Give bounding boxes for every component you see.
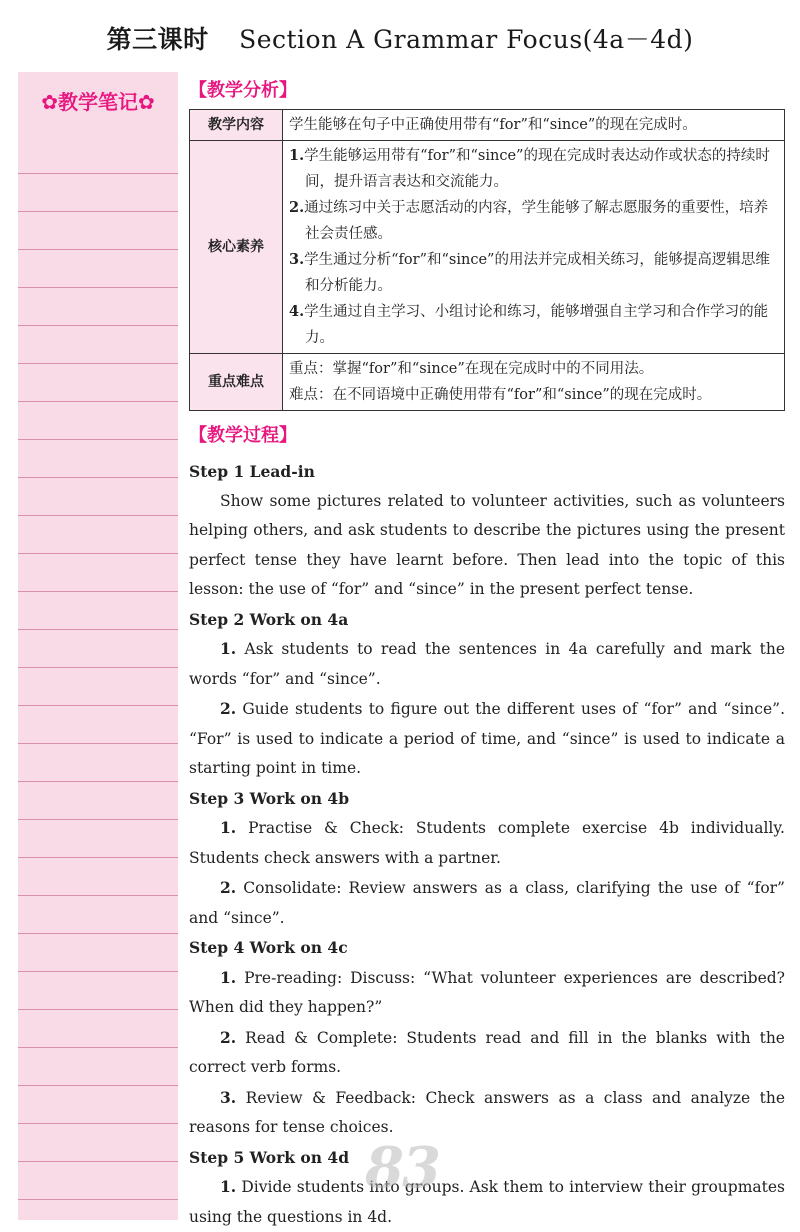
- item-number: 3.: [289, 251, 305, 268]
- page-header: [0, 20, 800, 56]
- key-points-key: 重点难点: [190, 354, 283, 411]
- table-row: [190, 110, 785, 141]
- table-row: [190, 354, 785, 411]
- item-number: 1.: [220, 1177, 237, 1196]
- item-number: 2.: [220, 878, 237, 897]
- notes-ruled-lines: [18, 136, 178, 1220]
- paragraph-text: Ask students to read the sentences in 4a carefully and mark the words “for” and “since”.: [189, 640, 785, 688]
- item-text: 学生通过自主学习、小组讨论和练习，能够增强自主学习和合作学习的能力。: [304, 304, 769, 346]
- step-heading: Step 5 Work on 4d: [189, 1147, 350, 1167]
- content-value: 学生能够在句子中正确使用带有“for”和“since”的现在完成时。: [283, 110, 785, 141]
- paragraph-text: Guide students to figure out the different uses of “for” and “since”. “For” is used to indicate a period of time, and “since” is used to indicate a starting point in time.: [189, 700, 785, 777]
- page-number: 83: [365, 1135, 439, 1201]
- item-number: 1.: [220, 639, 237, 658]
- core-items: [283, 141, 785, 354]
- step-heading: Step 1 Lead-in: [189, 462, 315, 481]
- paragraph: [189, 634, 785, 694]
- paragraph-text: Pre-reading: Discuss: “What volunteer experiences are described? When did they happen?”: [189, 968, 785, 1016]
- paragraph-text: Practise & Check: Students complete exercise 4b individually. Students check answers with a partner.: [189, 819, 785, 867]
- list-item: [289, 195, 778, 247]
- paragraph-text: Read & Complete: Students read and fill in the blanks with the correct verb forms.: [189, 1028, 785, 1076]
- item-number: 2.: [220, 699, 237, 718]
- item-text: 通过练习中关于志愿活动的内容，学生能够了解志愿服务的重要性，培养社会责任感。: [304, 200, 769, 242]
- item-number: 2.: [220, 1027, 237, 1047]
- item-number: 4.: [289, 303, 305, 320]
- lesson-label: 第三课时: [106, 25, 209, 54]
- analysis-table: [189, 109, 785, 411]
- page-title: Section A Grammar Focus(4a－4d): [239, 25, 694, 54]
- paragraph-text: Show some pictures related to volunteer activities, such as volunteers helping others, and ask students to describe the pictures using the present perfect tense they have learnt before. Then lead into the topic of this lesson: the use of “for” and “since” in the present perfect tense.: [189, 491, 785, 598]
- main-content: [189, 76, 785, 1232]
- table-row: [190, 141, 785, 354]
- item-number: 1.: [289, 147, 305, 164]
- step-heading: Step 4 Work on 4c: [189, 938, 348, 957]
- item-text: 学生通过分析“for”和“since”的用法并完成相关练习，能够提高逻辑思维和分析能力。: [304, 252, 770, 294]
- item-number: 2.: [289, 199, 305, 216]
- step-heading: Step 2 Work on 4a: [189, 609, 349, 629]
- item-text: 学生能够运用带有“for”和“since”的现在完成时表达动作或状态的持续时间，提升语言表达和交流能力。: [304, 148, 770, 190]
- paragraph: [189, 694, 785, 784]
- list-item: [289, 299, 778, 351]
- paragraph: [189, 487, 785, 605]
- paragraph: [189, 1172, 785, 1232]
- list-item: [289, 143, 778, 195]
- content-key: 教学内容: [190, 110, 283, 141]
- process-body: [189, 457, 785, 1232]
- paragraph-text: Divide students into groups. Ask them to interview their groupmates using the questions in 4d.: [189, 1178, 785, 1226]
- step-heading: Step 3 Work on 4b: [189, 788, 350, 808]
- paragraph: [189, 963, 785, 1023]
- process-section-label: 【教学过程】: [189, 425, 297, 446]
- paragraph-text: Review & Feedback: Check answers as a class and analyze the reasons for tense choices.: [189, 1088, 785, 1136]
- paragraph-text: Consolidate: Review answers as a class, clarifying the use of “for” and “since”.: [189, 879, 785, 927]
- core-key: 核心素养: [190, 141, 283, 354]
- list-item: [289, 247, 778, 299]
- item-number: 1.: [220, 967, 237, 987]
- item-number: 1.: [220, 818, 237, 837]
- item-number: 3.: [220, 1087, 237, 1107]
- paragraph: [189, 873, 785, 933]
- paragraph: [189, 1023, 785, 1083]
- analysis-section-label: 【教学分析】: [189, 80, 297, 101]
- notes-sidebar: [18, 72, 178, 1220]
- key-points-value: [283, 354, 785, 411]
- notes-sidebar-title: ✿教学笔记✿: [41, 90, 155, 114]
- paragraph: [189, 813, 785, 873]
- difficult-point: 难点：在不同语境中正确使用带有“for”和“since”的现在完成时。: [289, 387, 712, 403]
- paragraph: [189, 1083, 785, 1143]
- key-point: 重点：掌握“for”和“since”在现在完成时中的不同用法。: [289, 361, 654, 377]
